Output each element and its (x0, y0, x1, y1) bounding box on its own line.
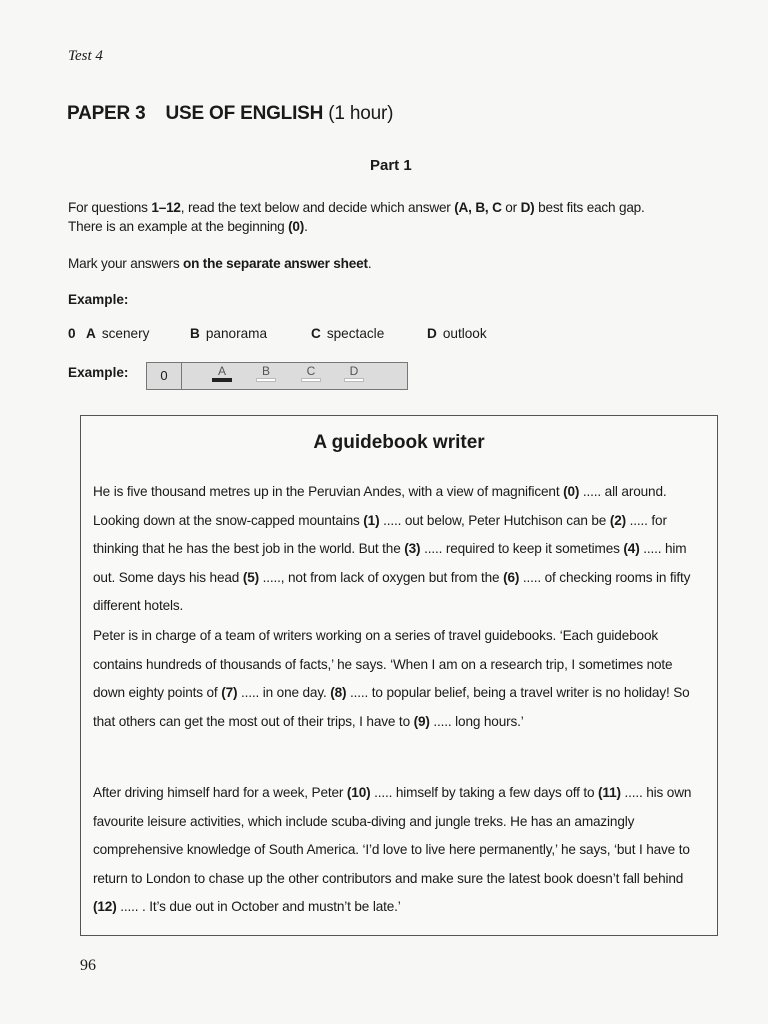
option-text: outlook (442, 326, 487, 341)
instr-text: Mark your answers (68, 256, 184, 271)
answer-letter-d: D (349, 364, 359, 378)
instr-text: For questions (68, 200, 152, 215)
gap-number: (8) (330, 685, 347, 700)
instr-text: best fits each gap. (534, 200, 645, 215)
gap-number: (1) (363, 512, 380, 528)
example-number (68, 326, 76, 341)
passage-text: ..... himself by taking a few days off to (370, 785, 599, 800)
page-title (67, 103, 393, 125)
gap-number: (4) (623, 541, 640, 556)
option-letter: D (427, 326, 437, 341)
part-heading: Part 1 (370, 157, 412, 174)
instr-text: , read the text below and decide which answer (180, 200, 455, 215)
gap-number: (10) (346, 785, 371, 800)
instr-answer-sheet: on the separate answer sheet (183, 256, 368, 271)
answer-letter-b: B (261, 364, 270, 378)
gap-number: (0) (563, 484, 580, 499)
gap-number: (11) (598, 785, 621, 800)
passage-text: He is five thousand metres up in the Peruvian Andes, with a view of magnificent (93, 484, 564, 499)
passage-text: ..... to popular belief, being a travel writer is no holiday! So that others can get the most out of their trips, I have to (93, 685, 690, 729)
example-option-a (86, 326, 149, 341)
answer-mark-a (212, 378, 232, 382)
page-number: 96 (80, 957, 96, 974)
mark-instruction (68, 254, 371, 273)
passage-text: ..... required to keep it sometimes (420, 541, 624, 556)
paper-number: PAPER 3 (67, 103, 146, 124)
gap-number: (9) (413, 713, 430, 729)
instr-options: (A, B, C (454, 200, 502, 215)
instr-option-d: D) (520, 200, 535, 215)
passage-paragraph-1 (93, 478, 707, 621)
answer-sheet-sample (146, 362, 408, 390)
option-text: panorama (205, 326, 268, 341)
paper-subject: USE OF ENGLISH (165, 103, 324, 124)
example-option-d (427, 326, 487, 341)
passage-paragraph-2 (93, 622, 707, 736)
passage-text: ..... all around. Looking down at the snow-capped mountains (93, 484, 667, 528)
instructions (68, 198, 645, 236)
gap-number: (2) (609, 512, 627, 528)
instr-range: 1–12 (151, 200, 181, 215)
instr-text: . (304, 219, 308, 234)
gap-number: (3) (404, 541, 421, 556)
passage-text: ....., not from lack of oxygen but from the (258, 569, 504, 585)
answer-mark-c (301, 378, 321, 382)
answer-number: 0 (147, 363, 182, 389)
passage-text: ..... his own favourite leisure activities, which include scuba-diving and jungle treks. He has an amazingly comprehensive knowledge of South America. ‘I’d love to live here permanently,’ he says, ‘but I have to return to London to chase up the other contributors and make sure the latest book doesn’t fall behind (93, 785, 692, 886)
passage-text: ..... him out. Some days his head (93, 541, 687, 585)
passage-text: ..... for thinking that he has the best job in the world. But the (93, 512, 667, 556)
option-letter: A (86, 326, 96, 341)
instr-text: There is an example at the beginning (68, 219, 289, 234)
option-text: spectacle (326, 326, 385, 341)
option-letter: B (190, 326, 200, 341)
test-label: Test 4 (68, 48, 103, 64)
passage-text: ..... of checking rooms in fifty different hotels. (93, 569, 691, 613)
paper-duration: (1 hour) (328, 103, 394, 124)
example-option-b (190, 326, 267, 341)
example-answer-label: Example: (68, 365, 129, 380)
passage-title: A guidebook writer (313, 432, 485, 453)
instr-zero: (0) (288, 219, 305, 234)
answer-mark-b (256, 378, 276, 382)
gap-number: (12) (93, 899, 117, 914)
answer-letter-a: A (217, 364, 226, 378)
passage-paragraph-3 (93, 779, 707, 922)
gap-number: (7) (221, 685, 238, 700)
example-option-c (311, 326, 384, 341)
option-letter: C (311, 326, 321, 341)
gap-number: (6) (503, 569, 520, 585)
example-label: Example: (68, 292, 129, 307)
option-text: scenery (101, 326, 150, 341)
passage-text: ..... long hours.’ (429, 713, 524, 729)
passage-text: ..... out below, Peter Hutchison can be (379, 512, 610, 528)
example-number-text: 0 (68, 326, 76, 341)
answer-mark-d (344, 378, 364, 382)
answer-letter-c: C (306, 364, 316, 378)
passage-text: ..... in one day. (237, 685, 331, 700)
passage-text: After driving himself hard for a week, Peter (93, 785, 347, 800)
passage-text: Peter is in charge of a team of writers working on a series of travel guidebooks. ‘Each guidebook contains hundreds of thousands of facts,’ he says. ‘When I am on a research trip, I sometimes note down eighty points of (93, 628, 673, 700)
gap-number: (5) (242, 569, 259, 585)
passage-text: ..... . It’s due out in October and mustn’t be late.’ (116, 899, 401, 914)
instr-text: . (367, 256, 372, 271)
instr-text: or (501, 200, 521, 215)
passage-box (80, 415, 718, 936)
